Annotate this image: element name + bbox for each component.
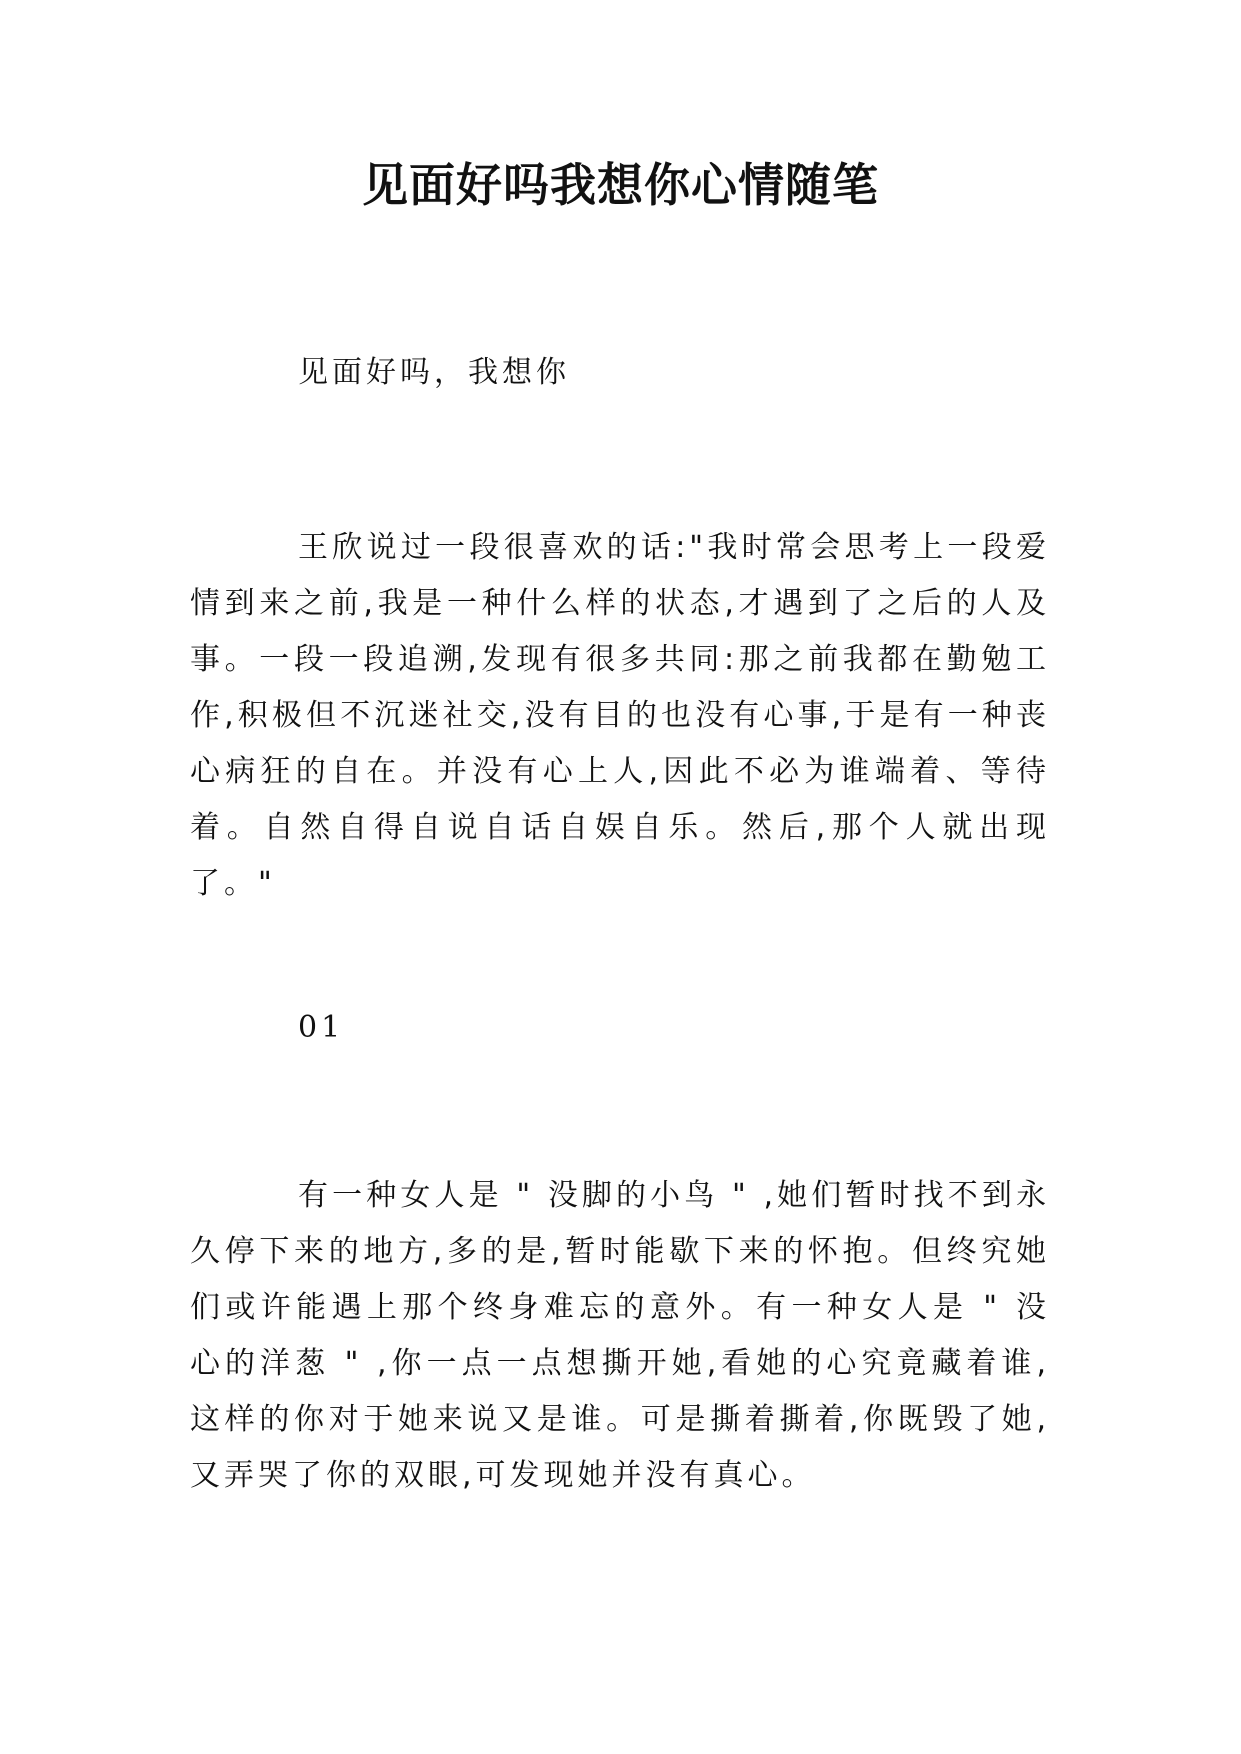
section-number: 01: [298, 1010, 345, 1045]
subtitle-line: 见面好吗，我想你: [298, 355, 570, 390]
document-title: 见面好吗我想你心情随笔: [362, 158, 879, 212]
paragraph-intro: 王欣说过一段很喜欢的话:"我时常会思考上一段爱情到来之前,我是一种什么样的状态,才遇到了之后的人及事。一段一段追溯,发现有很多共同:那之前我都在勤勉工作,积极但不沉迷社交,没有目的也没有心事,于是有一种丧心病狂的自在。并没有心上人,因此不必为谁端着、等待着。自然自得自说自话自娱自乐。然后,那个人就出现了。": [190, 530, 1050, 901]
paragraph-section-01: 有一种女人是 " 没脚的小鸟 " ,她们暂时找不到永久停下来的地方,多的是,暂时能歇下来的怀抱。但终究她们或许能遇上那个终身难忘的意外。有一种女人是 " 没心的洋葱 " ,你一点一点想撕开她,看她的心究竟藏着谁,这样的你对于她来说又是谁。可是撕着撕着,你既毁了她,又弄哭了你的双眼,可发现她并没有真心。: [190, 1178, 1050, 1493]
